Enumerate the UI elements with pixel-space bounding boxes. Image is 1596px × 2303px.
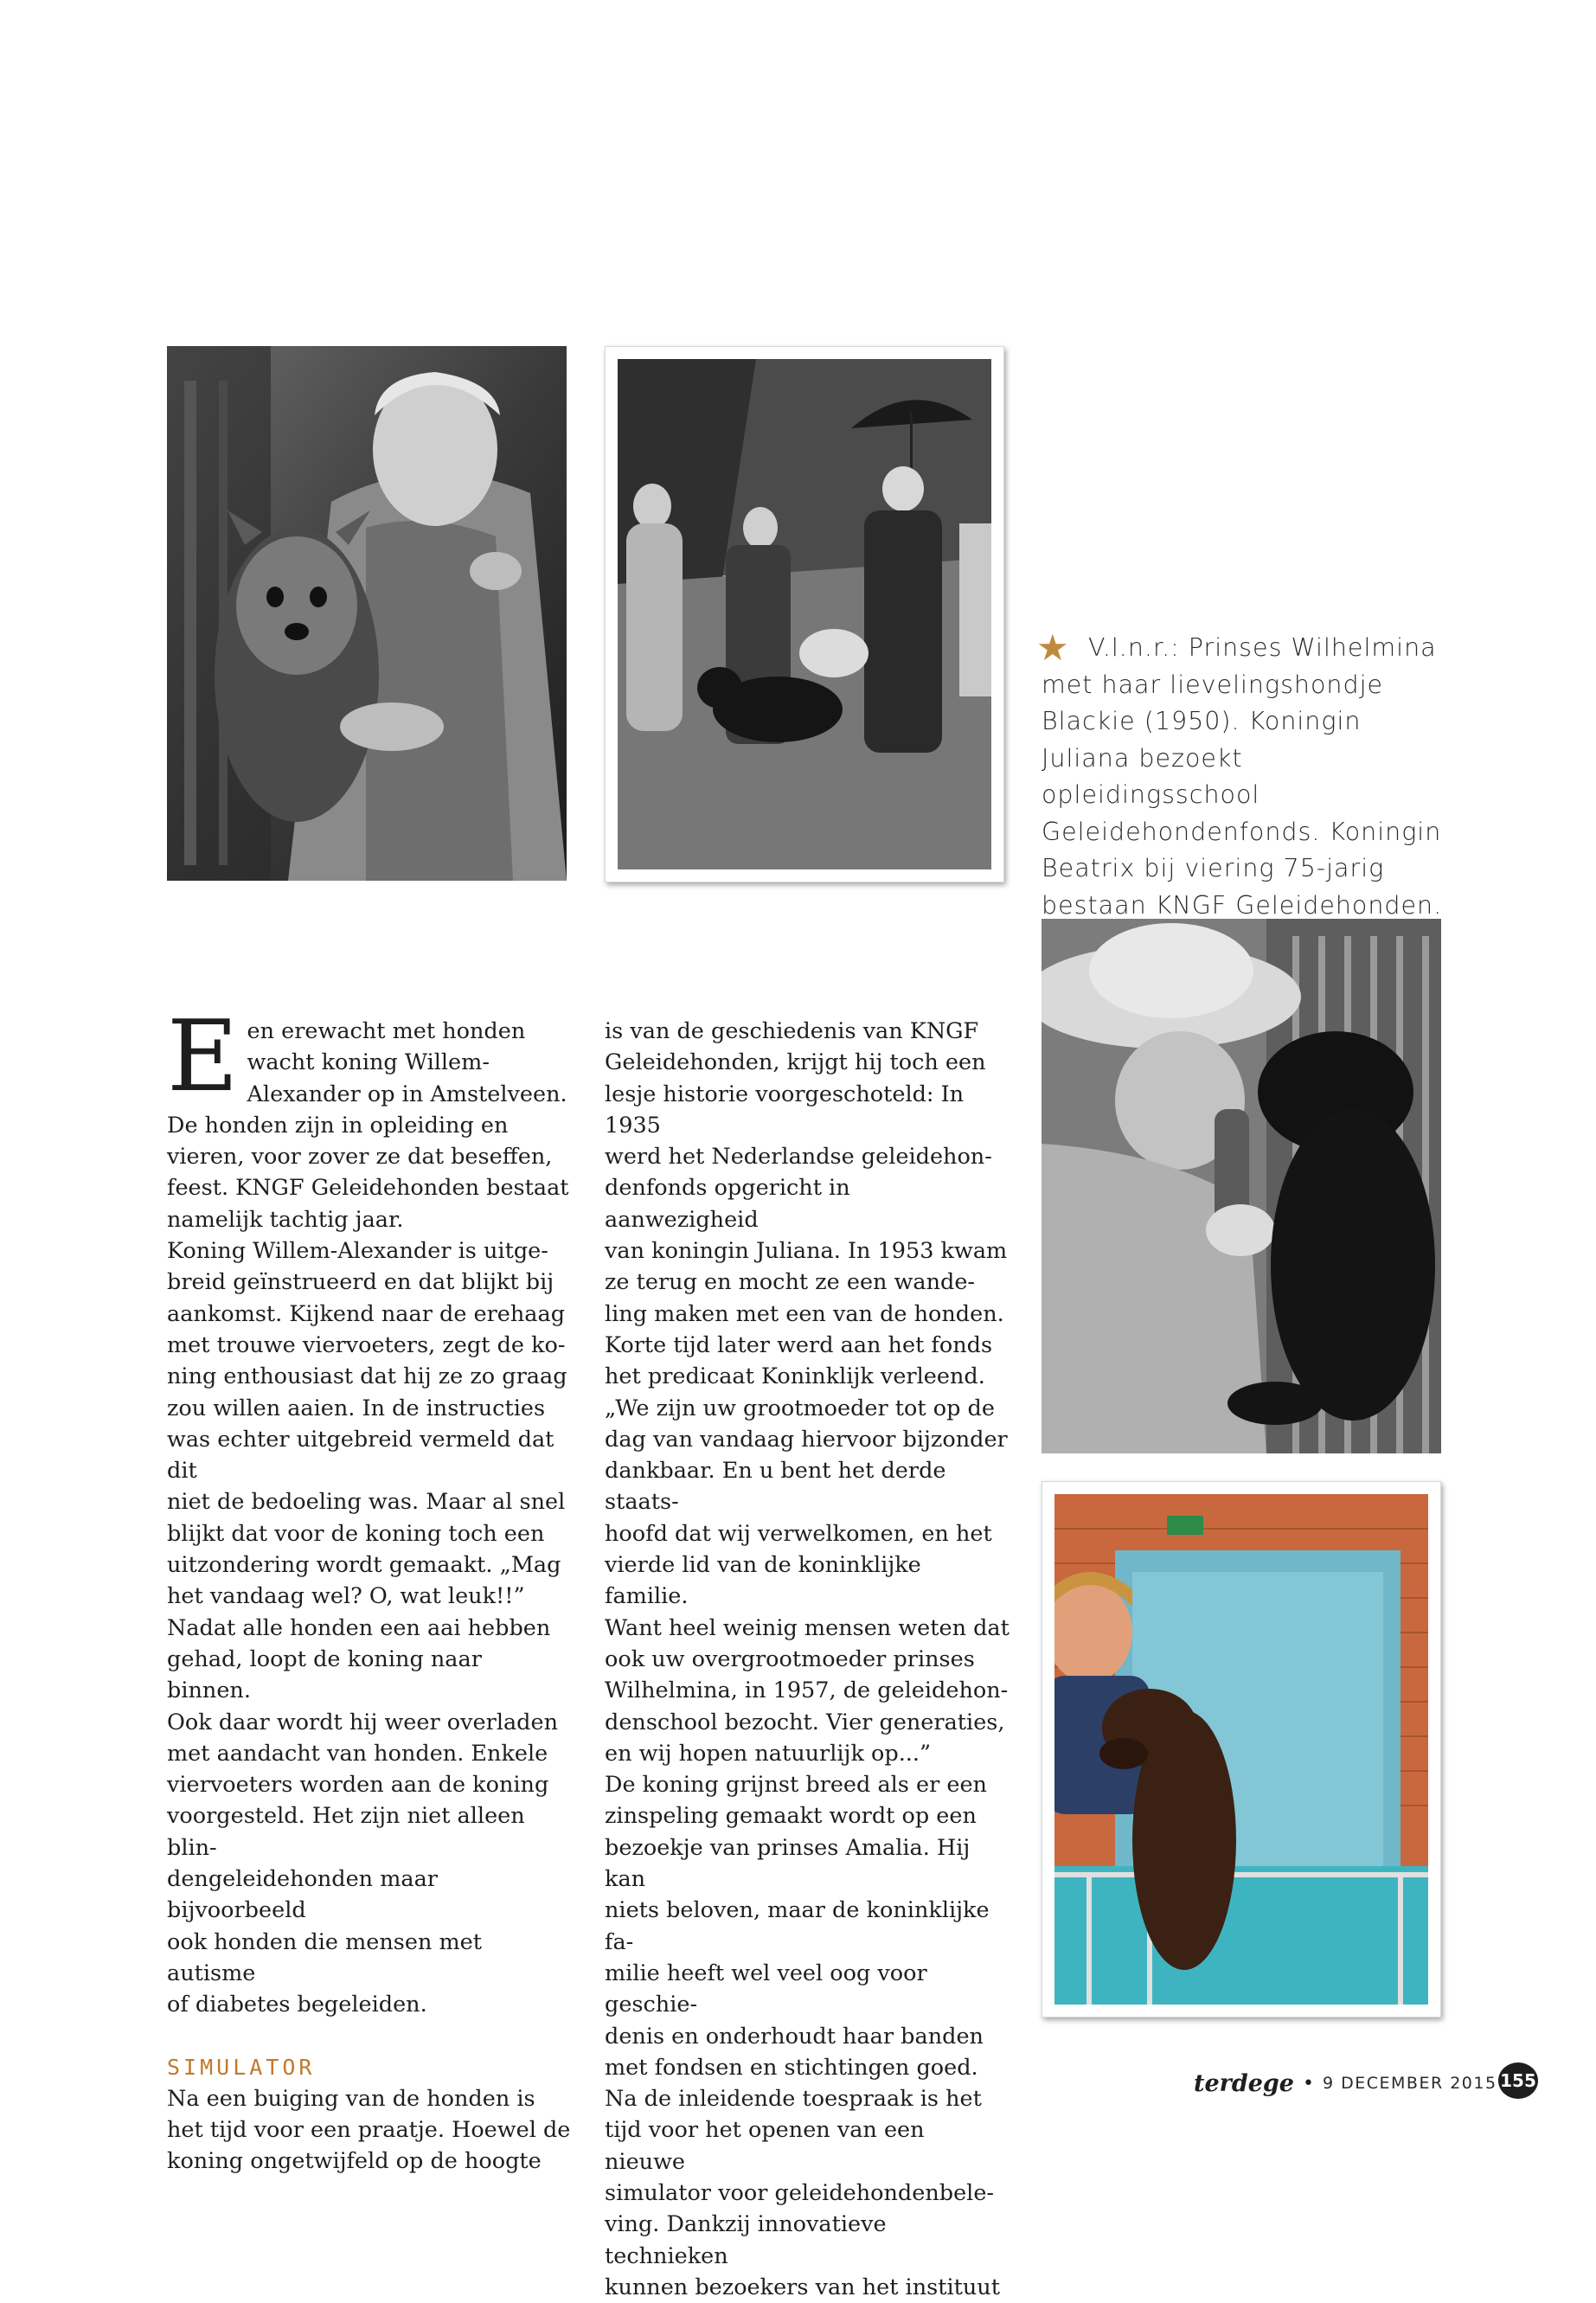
photo-juliana-school: [605, 346, 1004, 882]
article-column-1: [167, 999, 572, 2177]
article-column-2: [605, 1016, 1010, 2303]
intro-paragraph: Een erewacht met honden wacht koning Willem-Alexander op in Amstelveen. De honden zijn in opleiding en vieren, voor zover ze dat beseffen, feest. KNGF Geleidehonden bestaat namelijk tachtig jaar.: [167, 999, 569, 1233]
paragraph: Na de inleidende toespraak is het tijd voor het openen van een nieuwe simulator voor geleidehondenbele- ving. Dankzij innovatieve technieken kunnen bezoekers van het instituut: [605, 2086, 1000, 2300]
star-icon: ★: [1036, 626, 1069, 669]
photo-wilhelmina-blackie: [167, 346, 567, 881]
section-subheading: SIMULATOR: [167, 2054, 316, 2080]
page-number: 155: [1498, 2062, 1538, 2099]
drop-cap: E: [167, 999, 239, 1113]
paragraph: is van de geschiedenis van KNGF Geleidehonden, krijgt hij toch een lesje historie voorgeschoteld: In 1935 werd het Nederlandse geleidehon- denfonds opgericht in aanwezigheid van koningin Juliana. In 1953 kwam ze terug en mocht ze een wande- ling maken met een van de honden. Korte tijd later werd aan het fonds het predicaat Koninklijk verleend. „We zijn uw grootmoeder tot op de dag van vandaag hiervoor bijzonder dankbaar. En u bent het derde staats- hoofd dat wij verwelkomen, en het vierde lid van de koninklijke familie. Want heel weinig mensen weten dat ook uw overgrootmoeder prinses Wilhelmina, in 1957, de geleidehon- denschool bezocht. Vier generaties, en wij hopen natuurlijk op...”: [605, 1018, 1010, 1767]
separator-dot: •: [1303, 2072, 1314, 2095]
page-footer: [1194, 2066, 1497, 2101]
paragraph: Na een buiging van de honden is het tijd voor een praatje. Hoewel de koning ongetwijfeld op de hoogte: [167, 2085, 571, 2175]
photo-willem-alexander-dog: [1042, 1481, 1441, 2018]
magazine-brand: terdege: [1194, 2069, 1294, 2097]
paragraph: De koning grijnst breed als er een zinspeling gemaakt wordt op een bezoekje van prinses Amalia. Hij kan niets beloven, maar de koninklijke fa- milie heeft wel veel oog voor geschie- denis en onderhoudt haar banden met fondsen en stichtingen goed.: [605, 1772, 990, 2081]
photo-beatrix-dog: [1042, 919, 1441, 1453]
issue-date: 9 DECEMBER 2015: [1322, 2074, 1497, 2093]
photo-caption: V.l.n.r.: Prinses Wilhelmina met haar lievelingshondje Blackie (1950). Koningin Juliana bezoekt opleidingsschool Geleidehondenfonds. Koningin Beatrix bij viering 75-jarig bestaan KNGF Geleidehonden.: [1042, 633, 1443, 920]
paragraph: Koning Willem-Alexander is uitge- breid geïnstrueerd en dat blijkt bij aankomst. Kijkend naar de erehaag met trouwe viervoeters, zegt de ko- ning enthousiast dat hij ze zo graag zou willen aaien. In de instructies was echter uitgebreid vermeld dat dit niet de bedoeling was. Maar al snel blijkt dat voor de koning toch een uitzondering wordt gemaakt. „Mag het vandaag wel? O, wat leuk!!” Nadat alle honden een aai hebben gehad, loopt de koning naar binnen. Ook daar wordt hij weer overladen met aandacht van honden. Enkele viervoeters worden aan de koning voorgesteld. Het zijn niet alleen blin- dengeleidehonden maar bijvoorbeeld ook honden die mensen met autisme of diabetes begeleiden.: [167, 1238, 567, 2018]
